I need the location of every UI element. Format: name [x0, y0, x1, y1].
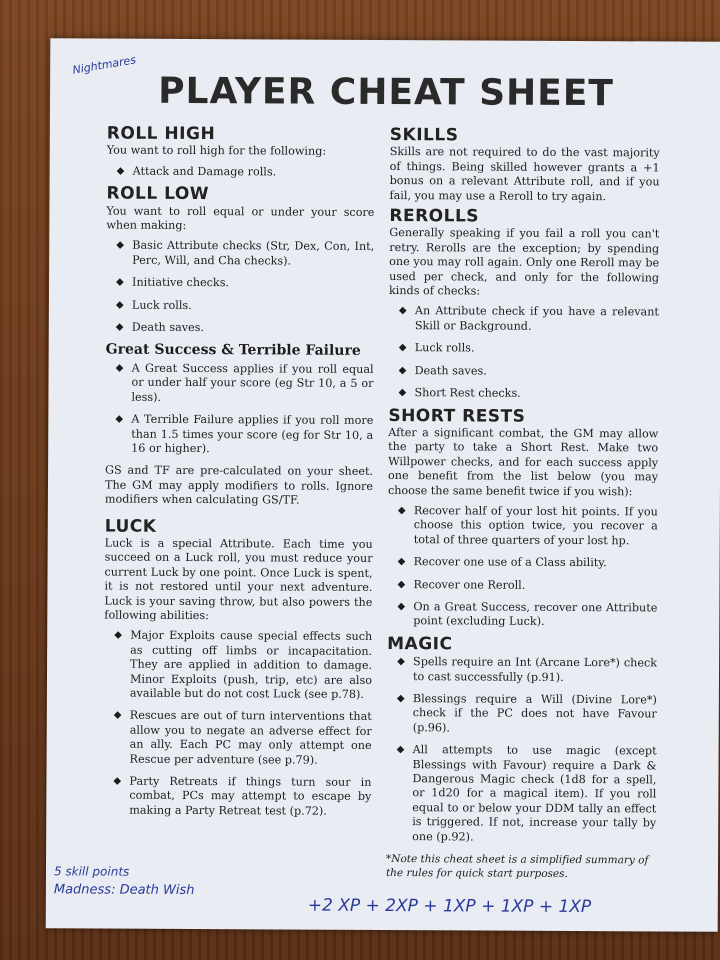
rerolls-list — [388, 304, 658, 401]
magic-heading: MAGIC — [387, 633, 453, 655]
roll-low-heading: ROLL LOW — [106, 183, 210, 205]
short-rests-list — [387, 504, 658, 630]
handwritten-skill-points: 5 skill points — [53, 864, 130, 879]
magic-list — [386, 655, 657, 845]
list-item: ◆ Rescues are out of turn interventions that allow you to negate an adverse effect for an ally. Each PC may only attempt one Rescue per adventure (see p.79). — [104, 709, 372, 768]
list-item: ◆ Initiative checks. — [106, 276, 374, 292]
page-title: PLAYER CHEAT SHEET — [158, 70, 615, 115]
luck-list — [103, 629, 372, 819]
great-success-outro: GS and TF are pre-calculated on your sheet. The GM may apply modifiers to rolls. Ignore modifiers when calculating GS/TF. — [104, 463, 374, 507]
handwritten-xp-tally: +2 XP + 2XP + 1XP + 1XP + 1XP — [307, 895, 592, 918]
list-item: ◆ All attempts to use magic (except Blessings with Favour) require a Dark & Dangerous Magic check (1d8 for a spell, or 1d20 for a magical item). If you roll equal to or below your DDM tally an effect is triggered. If not, increase your tally by one (p.92). — [386, 743, 657, 845]
great-success-heading: Great Success & Terrible Failure — [105, 342, 361, 360]
cheat-sheet-paper — [46, 38, 720, 932]
left-column — [103, 123, 375, 828]
list-item: ◆ Short Rest checks. — [388, 386, 658, 402]
list-item: ◆ Basic Attribute checks (Str, Dex, Con, Int, Perc, Will, and Cha checks). — [106, 239, 374, 269]
list-item: ◆ Party Retreats if things turn sour in combat, PCs may attempt to escape by making a Party Retreat test (p.72). — [103, 775, 371, 820]
list-item: ◆ Death saves. — [389, 364, 659, 380]
short-rests-intro: After a significant combat, the GM may allow the party to take a Short Rest. Make two Willpower checks, and for each success apply one benefit from the list below (you may choose the same benefit twice if you wish): — [387, 425, 659, 498]
roll-low-list — [106, 239, 374, 336]
skills-intro: Skills are not required to do the vast majority of things. Being skilled however grants a +1 bonus on a relevant Attribute roll, and if you fail, you may use a Reroll to try again. — [389, 145, 660, 203]
great-success-list — [105, 361, 373, 457]
rerolls-intro: Generally speaking if you fail a roll you can't retry. Rerolls are the exception; by spending one you may roll again. Only one Reroll may be used per check, and only for the following kinds of checks: — [388, 226, 660, 298]
list-item: ◆ Spells require an Int (Arcane Lore*) check to cast successfully (p.91). — [387, 655, 657, 685]
list-item: ◆ On a Great Success, recover one Attribute point (excluding Luck). — [387, 600, 657, 630]
footnote: *Note this cheat sheet is a simplified summary of the rules for quick start purposes. — [385, 853, 649, 881]
list-item: ◆ An Attribute check if you have a relevant Skill or Background. — [389, 304, 659, 334]
list-item: ◆ Attack and Damage rolls. — [107, 164, 375, 180]
list-item: ◆ Recover one use of a Class ability. — [388, 555, 658, 571]
list-item: ◆ Blessings require a Will (Divine Lore*) check if the PC does not have Favour (p.96). — [387, 692, 657, 737]
luck-intro: Luck is a special Attribute. Each time you succeed on a Luck roll, you must reduce your current Luck by one point. Once Luck is spent, it is not restored until your next adventure. Luck is your saving throw, but also powers the following abilities: — [104, 536, 373, 623]
handwritten-note-top: Nightmares — [71, 53, 137, 77]
list-item: ◆ Major Exploits cause special effects such as cutting off limbs or incapacitation. They are applied in addition to damage. Minor Exploits (push, trip, etc) are also available but do not cost Luck (see p.78). — [104, 629, 372, 702]
list-item: ◆ Recover half of your lost hit points. If you choose this option twice, you recover a total of three quarters of your lost hp. — [388, 504, 658, 549]
list-item: ◆ Luck rolls. — [389, 341, 659, 357]
list-item: ◆ Recover one Reroll. — [387, 578, 657, 594]
handwritten-madness: Madness: Death Wish — [53, 882, 195, 899]
right-column — [385, 125, 660, 882]
roll-high-heading: ROLL HIGH — [106, 123, 216, 145]
list-item: ◆ A Great Success applies if you roll equal or under half your score (eg Str 10, a 5 or less). — [105, 361, 373, 406]
roll-low-intro: You want to roll equal or under your score when making: — [106, 204, 375, 232]
luck-heading: LUCK — [104, 516, 157, 537]
short-rests-heading: SHORT RESTS — [388, 405, 526, 427]
skills-heading: SKILLS — [389, 125, 459, 146]
roll-high-list — [107, 164, 375, 180]
rerolls-heading: REROLLS — [389, 206, 480, 227]
roll-high-intro: You want to roll high for the following: — [106, 143, 327, 159]
list-item: ◆ A Terrible Failure applies if you roll more than 1.5 times your score (eg for Str 10, a 16 or higher). — [105, 413, 373, 458]
list-item: ◆ Luck rolls. — [106, 298, 374, 314]
list-item: ◆ Death saves. — [106, 321, 374, 337]
